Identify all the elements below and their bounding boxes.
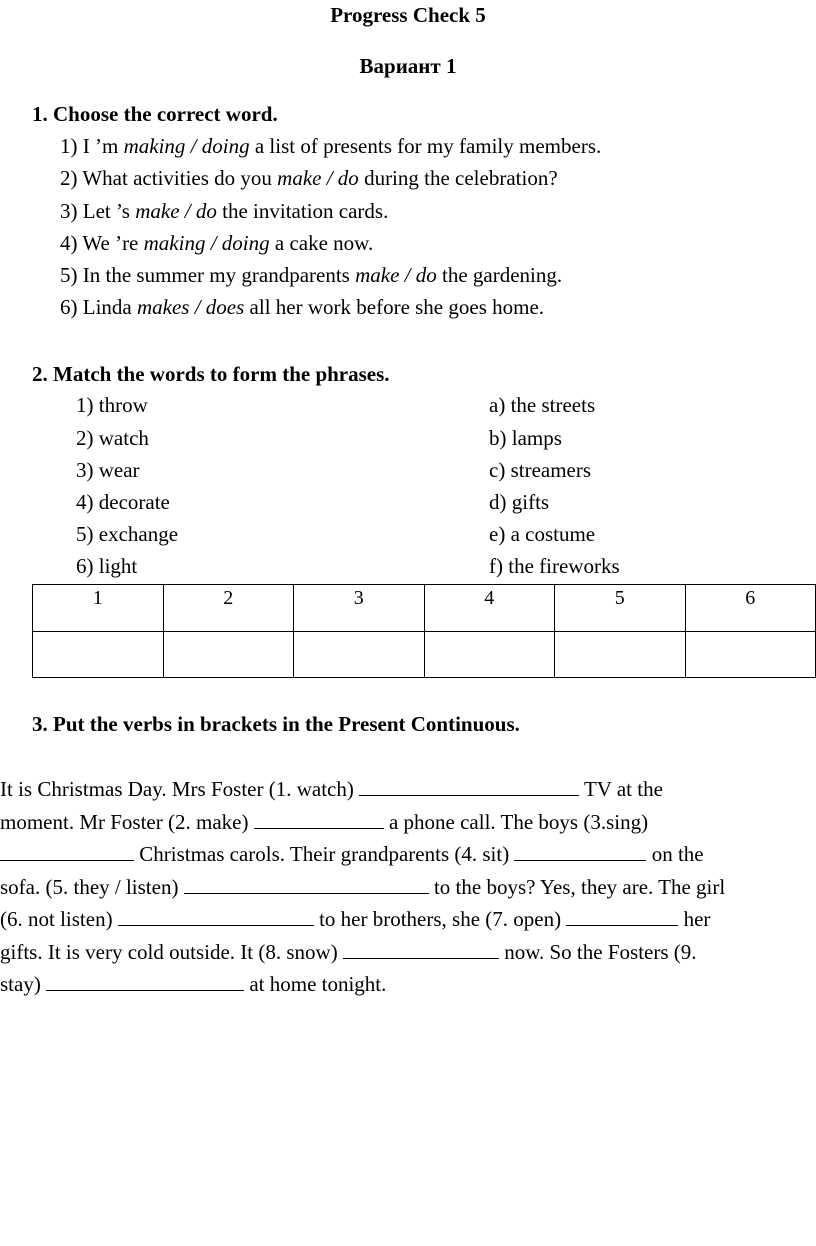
word-choice: make / do — [355, 263, 437, 287]
answer-table — [32, 584, 816, 678]
section1-item — [60, 230, 373, 256]
match-word: 4) decorate — [76, 490, 170, 514]
text-segment: Christmas carols. Their grandparents (4. sit) — [134, 842, 515, 866]
match-word: 5) exchange — [76, 522, 179, 546]
section3-paragraph — [0, 773, 812, 1001]
answer-header-cell: 1 — [33, 585, 164, 632]
answer-blank[interactable] — [46, 972, 244, 991]
text-segment: at home tonight. — [244, 972, 387, 996]
match-phrase: a) the streets — [489, 393, 596, 417]
section2-heading: 2. Match the words to form the phrases. — [32, 362, 390, 386]
section1-item — [60, 133, 601, 159]
text-segment: stay) — [0, 972, 47, 996]
section1-item — [60, 165, 558, 191]
answer-blank-cell[interactable] — [33, 632, 164, 678]
answer-blank-cell[interactable] — [685, 632, 816, 678]
item-prefix: 6) Linda — [60, 295, 137, 319]
text-segment: moment. Mr Foster (2. make) — [0, 809, 254, 834]
answer-blank[interactable] — [118, 907, 314, 926]
answer-blank[interactable] — [359, 777, 579, 796]
text-segment: It is Christmas Day. Mrs Foster (1. watch) — [0, 777, 360, 801]
word-choice: makes / does — [136, 295, 245, 319]
paragraph-line — [0, 838, 812, 871]
page-title: Progress Check 5 — [330, 3, 486, 27]
text-segment: her — [678, 907, 711, 931]
text-segment: (6. not listen) — [0, 907, 118, 931]
section1-item — [60, 294, 544, 320]
item-suffix: during the celebration? — [358, 166, 558, 190]
answer-blank[interactable] — [184, 875, 429, 894]
paragraph-line — [0, 871, 812, 904]
section1-heading: 1. Choose the correct word. — [32, 102, 278, 126]
match-phrase: c) streamers — [489, 458, 592, 482]
item-suffix: a list of presents for my family members. — [249, 134, 602, 158]
answer-header-cell: 4 — [424, 585, 555, 632]
word-choice: making / doing — [143, 231, 270, 255]
match-phrase: f) the fireworks — [489, 554, 620, 578]
text-segment: on the — [646, 842, 704, 866]
text-segment: gifts. It is very cold outside. It (8. snow) — [0, 939, 343, 964]
answer-blank-cell[interactable] — [424, 632, 555, 678]
answer-header-cell: 6 — [685, 585, 816, 632]
answer-blank[interactable] — [0, 842, 134, 861]
answer-blank-cell[interactable] — [555, 632, 686, 678]
match-word: 3) wear — [76, 458, 140, 482]
section3-heading: 3. Put the verbs in brackets in the Present Continuous. — [32, 712, 520, 736]
answer-blank[interactable] — [254, 810, 384, 829]
item-prefix: 1) I ’m — [60, 134, 124, 158]
item-suffix: the gardening. — [436, 263, 563, 287]
answer-header-cell: 5 — [555, 585, 686, 632]
paragraph-line — [0, 968, 812, 1001]
match-word: 1) throw — [76, 393, 148, 417]
section1-item — [60, 198, 388, 224]
match-phrase: b) lamps — [489, 426, 562, 450]
text-segment: to her brothers, she (7. open) — [313, 907, 567, 931]
match-word: 2) watch — [76, 426, 149, 450]
match-phrase: e) a costume — [489, 522, 596, 546]
text-segment: sofa. (5. they / listen) — [0, 874, 184, 899]
section1-item — [60, 262, 562, 288]
text-segment: now. So the Fosters (9. — [498, 939, 697, 964]
match-word: 6) light — [76, 554, 138, 578]
variant-label: Вариант 1 — [359, 54, 457, 78]
word-choice: make / do — [135, 199, 217, 223]
item-prefix: 3) Let ’s — [60, 199, 136, 223]
answer-header-cell: 2 — [163, 585, 294, 632]
answer-blank[interactable] — [343, 940, 499, 959]
answer-blank-cell[interactable] — [294, 632, 425, 678]
answer-blank[interactable] — [514, 842, 646, 861]
match-phrase: d) gifts — [489, 490, 550, 514]
paragraph-line — [0, 806, 812, 839]
text-segment: to the boys? Yes, they are. The girl — [428, 874, 726, 899]
word-choice: making / doing — [123, 134, 250, 158]
answer-header-cell: 3 — [294, 585, 425, 632]
answer-blank[interactable] — [566, 907, 678, 926]
paragraph-line — [0, 903, 812, 936]
answer-blank-cell[interactable] — [163, 632, 294, 678]
item-suffix: a cake now. — [269, 231, 374, 255]
text-segment: TV at the — [579, 777, 663, 801]
item-prefix: 2) What activities do you — [60, 166, 278, 190]
item-prefix: 5) In the summer my grandparents — [60, 263, 356, 287]
text-segment: a phone call. The boys (3.sing) — [383, 809, 649, 834]
paragraph-line — [0, 773, 812, 806]
item-suffix: the invitation cards. — [216, 199, 389, 223]
item-prefix: 4) We ’re — [60, 231, 144, 255]
item-suffix: all her work before she goes home. — [244, 295, 545, 319]
paragraph-line — [0, 936, 812, 969]
word-choice: make / do — [277, 166, 359, 190]
